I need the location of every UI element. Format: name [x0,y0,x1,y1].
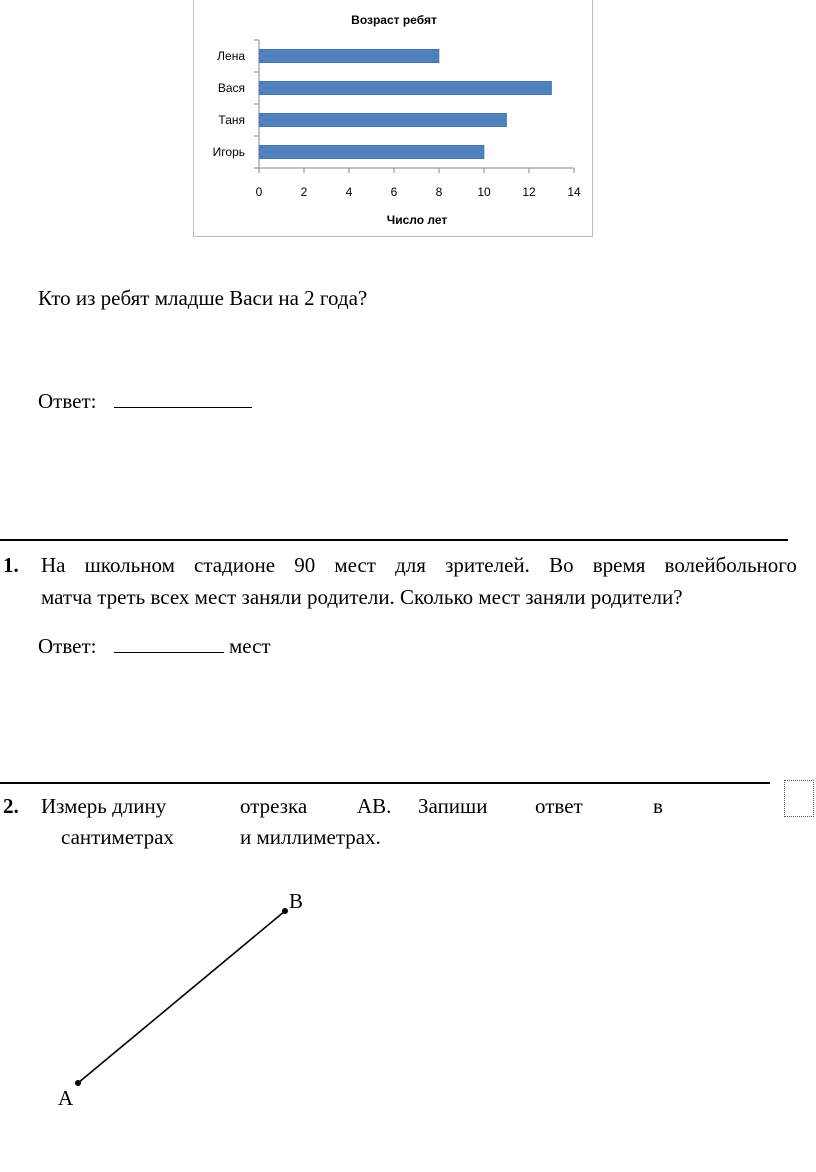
task-number: 2. [3,794,19,818]
question-text: Кто из ребят младше Васи на 2 года? [38,286,368,310]
task-text-line [41,552,797,579]
task-text-line-part: и миллиметрах. [240,825,381,849]
point-b-dot [282,908,288,914]
task-word: мест [334,553,376,577]
x-tick-label: 14 [567,185,581,199]
answer-label: Ответ: [38,389,97,413]
x-tick-label: 0 [255,185,263,199]
x-axis-title: Число лет [386,213,448,227]
bar-1 [259,49,439,62]
divider [0,782,770,784]
category-label: Лена [217,49,245,63]
x-tick-label: 12 [522,185,536,199]
answer-blank[interactable] [114,389,252,408]
x-tick-label: 2 [300,185,308,199]
task-word: отрезка [240,794,308,818]
task-word: время [592,553,646,577]
task-word: На [41,553,66,577]
task-word: волейбольного [664,553,797,577]
task-word: для [395,553,426,577]
task-word: 90 [294,553,316,577]
task-number: 1. [3,553,19,577]
x-tick-label: 10 [477,185,491,199]
x-tick-label: 4 [345,185,353,199]
bar-4 [259,145,484,158]
x-tick-label: 8 [435,185,443,199]
bar-2 [259,81,552,94]
task-word: ответ [535,794,583,818]
task-word: зрителей. [445,553,530,577]
category-label: Вася [217,81,245,95]
task-word: Измерь длину [41,794,167,818]
score-box [784,780,814,817]
answer-label: Ответ: [38,634,97,658]
category-label: Игорь [212,145,245,159]
point-a-label: А [58,1086,74,1110]
task-word: школьном [84,553,175,577]
age-bar-chart-svg [194,0,594,237]
task-word: стадионе [194,553,276,577]
point-a-dot [75,1080,81,1086]
age-chart [193,0,593,237]
bar-3 [259,113,507,126]
answer-row [38,633,271,660]
task-word: в [653,794,663,818]
task-word: Во [549,553,574,577]
divider [0,539,788,541]
segment-ab [78,911,285,1083]
chart-title: Возраст ребят [351,13,437,27]
answer-unit: мест [228,634,271,658]
point-b-label: В [289,889,304,913]
answer-row [38,388,252,415]
category-label: Таня [218,113,245,127]
task-text-line-part: сантиметрах [61,825,174,849]
segment-ab-figure [0,870,400,1130]
task-text-line [41,793,681,821]
task-text-line: матча треть всех мест заняли родители. Сколько мест заняли родители? [41,585,683,609]
task-word: АВ. [357,794,392,818]
answer-blank[interactable] [114,634,224,653]
x-tick-label: 6 [390,185,398,199]
task-word: Запиши [418,794,488,818]
